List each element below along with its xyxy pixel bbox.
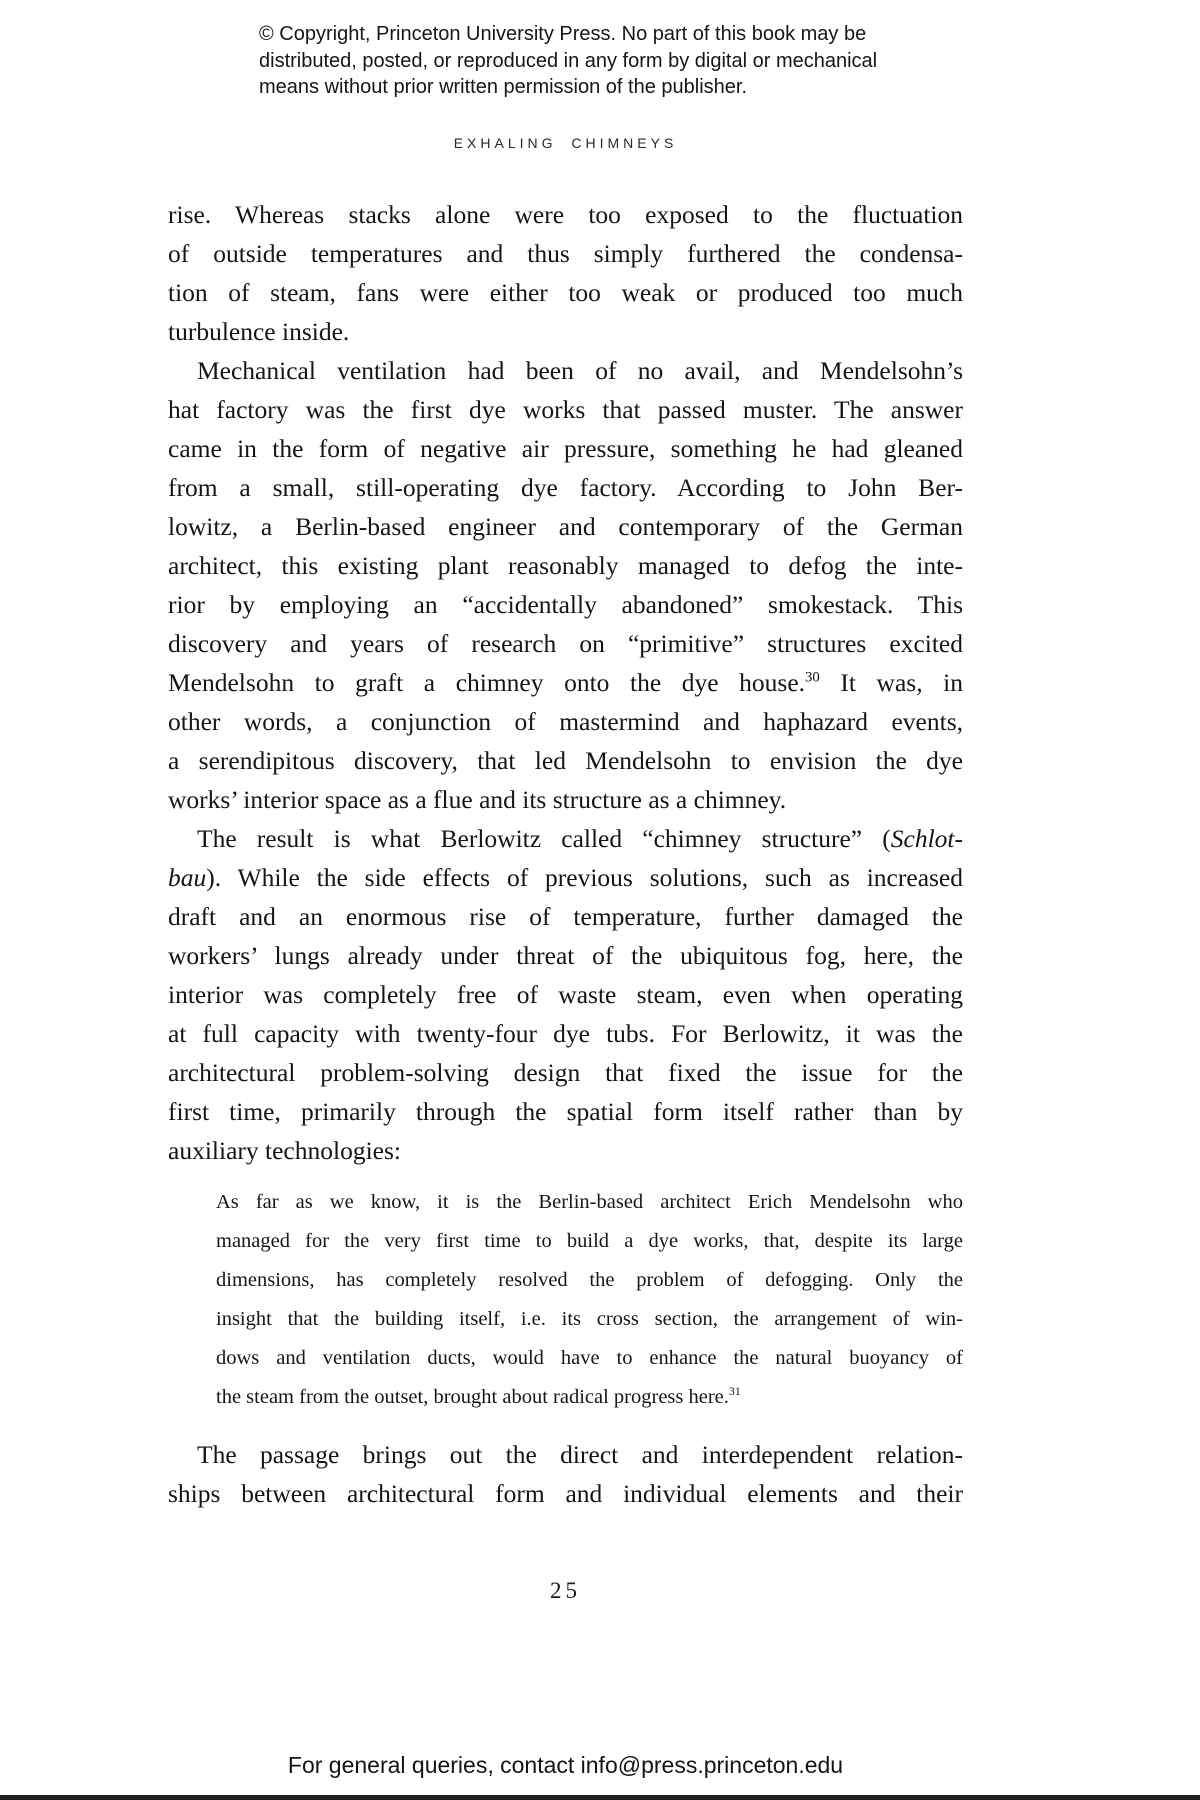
running-head: EXHALING CHIMNEYS [453, 135, 678, 151]
text-line: auxiliary technologies: [168, 1136, 401, 1165]
footnote-marker: 31 [728, 1384, 741, 1399]
text-line: Mechanical ventilation had been of no avail, and Mendelsohn’s [197, 356, 963, 385]
text-line: at full capacity with twenty-four dye tubs. For Berlowitz, it was the [168, 1019, 963, 1048]
block-quote [216, 1183, 963, 1417]
text-line: dows and ventilation ducts, would have to enhance the natural buoyancy of [216, 1347, 963, 1369]
paragraph [168, 819, 963, 1170]
text-line: Mendelsohn to graft a chimney onto the dye house.$^{30}$ It was, in [168, 668, 963, 697]
page-bottom-edge [0, 1795, 1200, 1800]
text-line: workers’ lungs already under threat of the ubiquitous fog, here, the [168, 941, 963, 970]
text-line: lowitz, a Berlin-based engineer and contemporary of the German [168, 512, 963, 541]
text-line: managed for the very first time to build a dye works, that, despite its large [216, 1230, 963, 1252]
text-line: from a small, still-operating dye factory. According to John Ber- [168, 473, 963, 502]
text-line: the steam from the outset, brought about radical progress here.$^{31}$ [216, 1384, 741, 1408]
text-line: The passage brings out the direct and interdependent relation- [197, 1440, 963, 1469]
copyright-line-2: distributed, posted, or reproduced in any form by digital or mechanical [259, 49, 878, 72]
footer-contact: For general queries, contact info@press.princeton.edu [287, 1752, 844, 1778]
page-number: 25 [550, 1578, 581, 1603]
text-line: hat factory was the first dye works that passed muster. The answer [168, 395, 963, 424]
text-line: The result is what Berlowitz called “chimney structure” (Schlot- [197, 824, 963, 853]
text-line: discovery and years of research on “primitive” structures excited [168, 629, 963, 658]
text-line: of outside temperatures and thus simply furthered the condensa- [168, 239, 963, 268]
text-line: turbulence inside. [168, 317, 350, 346]
text-line: rior by employing an “accidentally abandoned” smokestack. This [168, 590, 963, 619]
text-line: works’ interior space as a flue and its structure as a chimney. [168, 785, 787, 814]
text-line: draft and an enormous rise of temperature, further damaged the [168, 902, 963, 931]
copyright-notice [259, 21, 959, 101]
text-line: ships between architectural form and individual elements and their [168, 1479, 963, 1508]
text-line: other words, a conjunction of mastermind and haphazard events, [168, 707, 963, 736]
paragraph [168, 351, 963, 819]
paragraph [168, 1435, 963, 1513]
italic-text: bau [168, 863, 207, 892]
text-line: As far as we know, it is the Berlin-based architect Erich Mendelsohn who [216, 1191, 963, 1213]
text-line: architect, this existing plant reasonably managed to defog the inte- [168, 551, 963, 580]
copyright-line-1: © Copyright, Princeton University Press. No part of this book may be [259, 23, 867, 45]
text-line: came in the form of negative air pressure, something he had gleaned [168, 434, 963, 463]
text-line: tion of steam, fans were either too weak or produced too much [168, 278, 963, 307]
text-line: bau). While the side effects of previous solutions, such as increased [168, 863, 963, 892]
copyright-line-3: means without prior written permission of the publisher. [259, 76, 748, 98]
text-line: first time, primarily through the spatial form itself rather than by [168, 1097, 963, 1126]
text-line: insight that the building itself, i.e. its cross section, the arrangement of win- [216, 1308, 963, 1330]
text-line: architectural problem-solving design that fixed the issue for the [168, 1058, 963, 1087]
text-line: interior was completely free of waste steam, even when operating [168, 980, 963, 1009]
text-line: rise. Whereas stacks alone were too exposed to the fluctuation [168, 200, 963, 229]
italic-text: Schlot- [890, 824, 963, 853]
footnote-marker: 30 [805, 669, 820, 686]
text-line: a serendipitous discovery, that led Mendelsohn to envision the dye [168, 746, 963, 775]
text-line: dimensions, has completely resolved the problem of defogging. Only the [216, 1269, 963, 1291]
paragraph [168, 195, 963, 351]
body-text [168, 195, 963, 1513]
